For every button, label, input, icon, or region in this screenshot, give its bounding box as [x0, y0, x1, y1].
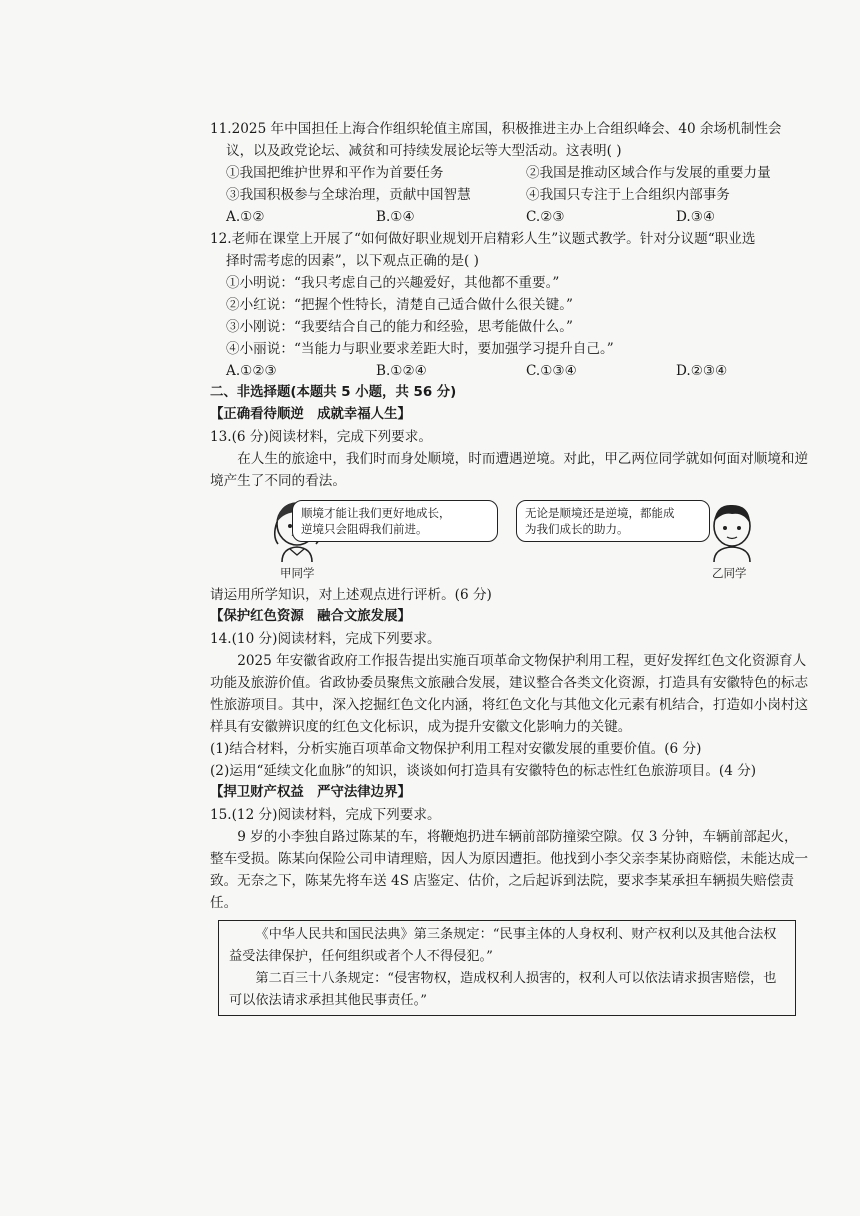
q11-stem-line2: 议，以及政党论坛、减贫和可持续发展论坛等大型活动。这表明( ) — [226, 143, 622, 159]
question-12 — [210, 228, 810, 382]
q12-view-4: ④小丽说：“当能力与职业要求差距大时，要加强学习提升自己。” — [226, 341, 614, 357]
q11-choice-c: C.②③ — [526, 209, 565, 225]
q14-task-1: (1)结合材料，分析实施百项革命文物保护利用工程对安徽发展的重要价值。(6 分) — [210, 741, 702, 757]
student-a-speech-bubble — [292, 500, 498, 542]
bubble-b-line1: 无论是顺境还是逆境，都能成 — [525, 506, 675, 520]
student-b-speech-bubble — [516, 500, 710, 542]
q11-options-row1 — [210, 162, 810, 184]
bubble-a-line1: 顺境才能让我们更好地成长， — [301, 506, 451, 520]
theme-15: 【捍卫财产权益 严守法律边界】 — [210, 785, 411, 800]
q12-stem-line1: 12.老师在课堂上开展了“如何做好职业规划开启精彩人生”议题式教学。针对分议题“职业选 — [210, 231, 756, 247]
q11-option-1: ①我国把维护世界和平作为首要任务 — [226, 165, 444, 181]
section-2-heading: 二、非选择题(本题共 5 小题，共 56 分) — [210, 385, 457, 400]
theme-14: 【保护红色资源 融合文旅发展】 — [210, 609, 411, 624]
q13-stem: 13.(6 分)阅读材料，完成下列要求。 — [210, 429, 432, 445]
bubble-a-line2: 逆境只会阻碍我们前进。 — [301, 522, 428, 536]
student-a-label: 甲同学 — [280, 566, 315, 580]
q12-view-3: ③小刚说：“我要结合自己的能力和经验，思考能做什么。” — [226, 319, 573, 335]
q11-stem-line1: 11.2025 年中国担任上海合作组织轮值主席国，积极推进主办上合组织峰会、40 余场机制性会 — [210, 121, 782, 137]
q13-material: 在人生的旅途中，我们时而身处顺境，时而遭遇逆境。对此，甲乙两位同学就如何面对顺境和逆境产生了不同的看法。 — [210, 451, 809, 489]
q12-stem-line2: 择时需考虑的因素”，以下观点正确的是( ) — [226, 253, 479, 269]
q12-view-1: ①小明说：“我只考虑自己的兴趣爱好，其他都不重要。” — [226, 275, 560, 291]
question-14 — [210, 628, 810, 782]
q13-task: 请运用所学知识，对上述观点进行评析。(6 分) — [210, 587, 492, 603]
student-b-illustration — [704, 502, 760, 562]
q11-choice-a: A.①② — [226, 209, 265, 225]
question-11 — [210, 118, 810, 228]
q11-option-2: ②我国是推动区域合作与发展的重要力量 — [526, 165, 771, 181]
question-13 — [210, 426, 810, 606]
q15-law-article-238: 第二百三十八条规定：“侵害物权，造成权利人损害的，权利人可以依法请求损害赔偿，也可以依法请求承担其他民事责任。” — [229, 971, 777, 1008]
q11-choice-b: B.①④ — [376, 209, 415, 225]
q12-choices — [210, 360, 810, 382]
q12-view-2: ②小红说：“把握个性特长，清楚自己适合做什么很关键。” — [226, 297, 573, 313]
q15-law-article-3: 《中华人民共和国民法典》第三条规定：“民事主体的人身权利、财产权利以及其他合法权益受法律保护，任何组织或者个人不得侵犯。” — [229, 927, 777, 964]
exam-page — [210, 118, 810, 1016]
q11-choice-d: D.③④ — [676, 209, 716, 225]
q12-choice-d: D.②③④ — [676, 363, 728, 379]
q15-material: 9 岁的小李独自路过陈某的车，将鞭炮扔进车辆前部防撞梁空隙。仅 3 分钟，车辆前部起火，整车受损。陈某向保险公司申请理赔，因人为原因遭拒。他找到小李父亲李某协商赔偿，未能达成一致。无奈之下，陈某先将车送 4S 店鉴定、估价，之后起诉到法院，要求李某承担车辆损失赔偿责任。 — [210, 829, 809, 911]
student-b-label: 乙同学 — [712, 566, 747, 580]
q11-choices — [210, 206, 810, 228]
q15-stem: 15.(12 分)阅读材料，完成下列要求。 — [210, 807, 441, 823]
q11-option-4: ④我国只专注于上合组织内部事务 — [526, 187, 730, 203]
q12-choice-c: C.①③④ — [526, 363, 577, 379]
q14-stem: 14.(10 分)阅读材料，完成下列要求。 — [210, 631, 441, 647]
q12-choice-b: B.①②④ — [376, 363, 427, 379]
q12-choice-a: A.①②③ — [226, 363, 277, 379]
theme-13: 【正确看待顺逆 成就幸福人生】 — [210, 407, 411, 422]
q14-task-2: (2)运用“延续文化血脉”的知识，谈谈如何打造具有安徽特色的标志性红色旅游项目。(4 分) — [210, 763, 757, 779]
question-15 — [210, 804, 810, 1016]
q11-option-3: ③我国积极参与全球治理，贡献中国智慧 — [226, 187, 471, 203]
q13-comic — [210, 498, 810, 580]
bubble-b-line2: 为我们成长的助力。 — [525, 522, 629, 536]
q11-options-row2 — [210, 184, 810, 206]
q15-law-box — [218, 920, 796, 1016]
q14-material: 2025 年安徽省政府工作报告提出实施百项革命文物保护利用工程，更好发挥红色文化资源育人功能及旅游价值。省政协委员聚焦文旅融合发展，建议整合各类文化资源，打造具有安徽特色的标志性旅游项目。其中，深入挖掘红色文化内涵，将红色文化与其他文化元素有机结合，打造如小岗村这样具有安徽辨识度的红色文化标识，成为提升安徽文化影响力的关键。 — [210, 653, 809, 735]
